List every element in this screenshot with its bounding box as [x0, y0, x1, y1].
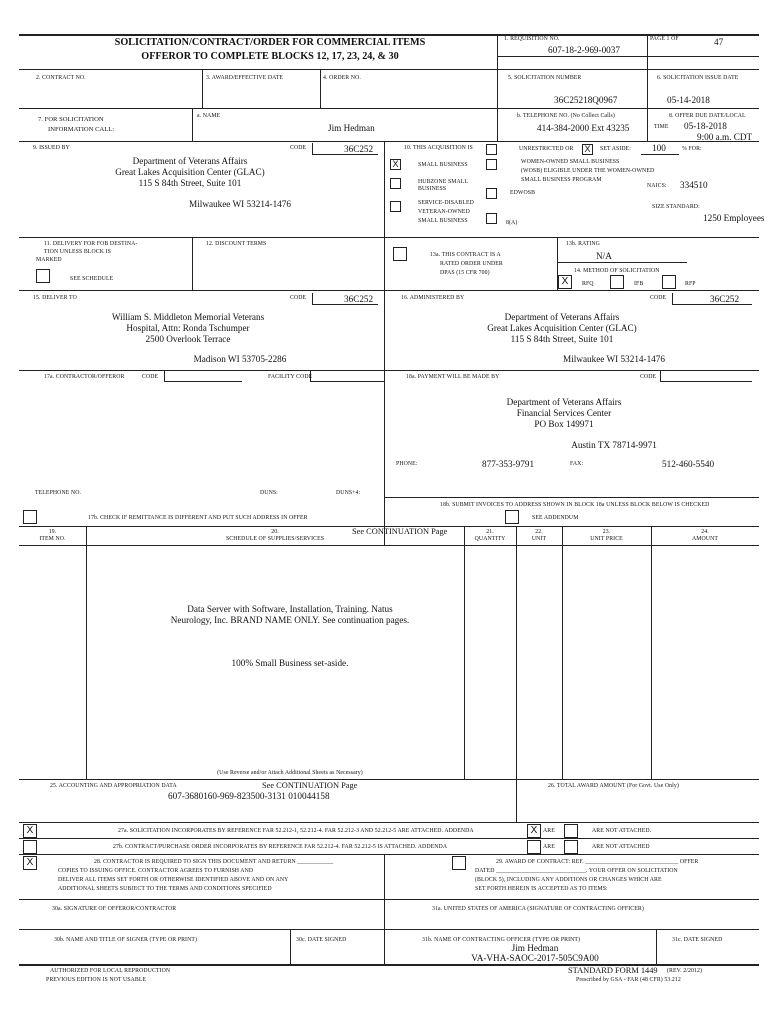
- contractor-code-field[interactable]: [164, 370, 242, 382]
- col-quantity-num: 21.: [486, 529, 494, 535]
- edwosb-label: EDWOSB: [510, 190, 536, 196]
- clause-27b: 27b. CONTRACT/PURCHASE ORDER INCORPORATES BY REFERENCE FAR 52.212-4. FAR 52.212-5 IS ATTACHED. ADDENDA: [113, 844, 448, 850]
- issued-by-line4: Milwaukee WI 53214-1476: [189, 199, 291, 209]
- deliver-to-code: 36C252: [344, 294, 374, 304]
- addenda2-are-label: ARE: [543, 844, 555, 850]
- clause-29-line2: DATED ______________________________. YOUR OFFER ON SOLICITATION: [475, 868, 678, 874]
- col-schedule-num: 20.: [271, 529, 279, 535]
- requisition-label: 1. REQUISITION NO.: [504, 36, 560, 42]
- unrestricted-checkbox[interactable]: X: [582, 144, 593, 155]
- contact-name: Jim Hedman: [328, 123, 375, 133]
- col-schedule: SCHEDULE OF SUPPLIES/SERVICES: [225, 536, 325, 542]
- officer-name: Jim Hedman: [511, 943, 559, 953]
- administered-by-label: 16. ADMINISTERED BY: [401, 295, 465, 301]
- discount-terms-label: 12. DISCOUNT TERMS: [206, 241, 267, 247]
- info-call-label-2: INFORMATION CALL:: [48, 126, 115, 133]
- ifb-label: IFB: [634, 281, 644, 287]
- rating-label: 13b. RATING: [566, 241, 600, 247]
- officer-reference: VA-VHA-SAOC-2017-505C9A00: [471, 953, 599, 963]
- rfp-label: RFP: [685, 281, 696, 287]
- footer-prescribed: Prescribed by GSA - FAR (48 CFR) 53.212: [576, 977, 681, 983]
- requisition-value: 607-18-2-969-0037: [548, 45, 620, 55]
- deliver-to-code-label: CODE: [290, 295, 307, 301]
- deliver-to-line1: William S. Middleton Memorial Veterans: [111, 312, 265, 322]
- rating-value: N/A: [596, 251, 612, 261]
- payment-line2: Financial Services Center: [516, 408, 612, 418]
- rfq-checkbox[interactable]: X: [558, 275, 572, 289]
- clause-29-line3: (BLOCK 5), INCLUDING ANY ADDITIONS OR CHANGES WHICH ARE: [475, 877, 662, 883]
- footer-revision: (REV. 2/2012): [667, 968, 703, 974]
- footer-form-number: STANDARD FORM 1449: [568, 966, 658, 975]
- contractor-label: 17a. CONTRACTOR/OFFEROR: [44, 374, 125, 380]
- delivery-label-2: TION UNLESS BLOCK IS: [44, 249, 111, 255]
- deliver-to-line4: Madison WI 53705-2286: [193, 354, 287, 364]
- sdvosb-checkbox[interactable]: [390, 201, 401, 212]
- payment-label: 18a. PAYMENT WILL BE MADE BY: [406, 374, 500, 380]
- rated-order-label: 13a. THIS CONTRACT IS A: [430, 252, 501, 258]
- col-quantity: QUANTITY: [474, 536, 506, 542]
- footer-reproduction: AUTHORIZED FOR LOCAL REPRODUCTION: [50, 968, 171, 974]
- issued-by-label: 9. ISSUED BY: [33, 145, 70, 151]
- clause-28-line3: DELIVER ALL ITEMS SET FORTH OR OTHERWISE IDENTIFIED ABOVE AND ON ANY: [58, 877, 289, 883]
- eight-a-label: 8(A): [506, 220, 518, 226]
- sdvosb-label: SERVICE-DISABLED: [418, 200, 474, 206]
- payment-line4: Austin TX 78714-9971: [571, 440, 657, 450]
- percent-for-label: % FOR:: [682, 146, 702, 152]
- administered-by-line4: Milwaukee WI 53214-1476: [563, 354, 665, 364]
- addenda-are-not-checkbox[interactable]: [564, 824, 578, 838]
- naics-value: 334510: [680, 180, 708, 190]
- payment-line1: Department of Veterans Affairs: [506, 397, 622, 407]
- addenda-are-not-label: ARE NOT ATTACHED.: [592, 828, 652, 834]
- facility-code-label: FACILITY CODE: [268, 374, 313, 380]
- signature-offeror-label: 30a. SIGNATURE OF OFFEROR/CONTRACTOR: [52, 906, 177, 912]
- rated-order-label-2: RATED ORDER UNDER: [440, 261, 503, 267]
- item-description-1: Data Server with Software, Installation, Training. Natus: [187, 604, 393, 614]
- payment-code-label: CODE: [640, 374, 657, 380]
- administered-by-code: 36C252: [710, 294, 740, 304]
- eight-a-checkbox[interactable]: [486, 213, 497, 224]
- payment-fax-label: FAX:: [570, 461, 584, 467]
- issue-date-value: 05-14-2018: [667, 95, 710, 105]
- sdvosb-label-3: SMALL BUSINESS: [418, 218, 468, 224]
- award-date-label: 3. AWARD/EFFECTIVE DATE: [206, 75, 284, 81]
- contractor-code-label: CODE: [142, 374, 159, 380]
- rated-order-label-3: DPAS (15 CFR 700): [440, 270, 490, 276]
- issued-by-line1: Department of Veterans Affairs: [132, 156, 248, 166]
- rfp-checkbox[interactable]: [662, 275, 676, 289]
- duns4-label: DUNS+4:: [336, 490, 361, 496]
- clause-29-checkbox[interactable]: [452, 856, 466, 870]
- edwosb-checkbox[interactable]: [486, 188, 497, 199]
- page-label: PAGE 1 OF: [650, 36, 679, 42]
- see-continuation-header: See CONTINUATION Page: [352, 527, 448, 536]
- addenda2-are-checkbox[interactable]: [527, 840, 541, 854]
- method-label: 14. METHOD OF SOLICITATION: [574, 268, 660, 274]
- wosb-checkbox[interactable]: [486, 159, 497, 170]
- issue-date-label: 6. SOLICITATION ISSUE DATE: [657, 75, 739, 81]
- col-amount-num: 24.: [701, 529, 709, 535]
- accounting-label: 25. ACCOUNTING AND APPROPRIATION DATA: [50, 783, 177, 789]
- addenda-are-label: ARE: [543, 828, 555, 834]
- accounting-continuation: See CONTINUATION Page: [262, 781, 358, 790]
- order-no-label: 4. ORDER NO.: [323, 75, 361, 81]
- telephone-label: b. TELEPHONE NO. (No Collect Calls): [517, 113, 615, 119]
- delivery-label: 11. DELIVERY FOR FOB DESTINA-: [44, 241, 138, 247]
- payment-code-field[interactable]: [660, 370, 752, 382]
- contract-no-label: 2. CONTRACT NO.: [36, 75, 86, 81]
- wosb-label-2: (WOSB) ELIGIBLE UNDER THE WOMEN-OWNED: [521, 168, 655, 174]
- item-description-3: 100% Small Business set-aside.: [231, 658, 349, 668]
- acquisition-label: 10. THIS ACQUISITION IS: [404, 145, 473, 151]
- remittance-checkbox[interactable]: [23, 510, 37, 524]
- wosb-label: WOMEN-OWNED SMALL BUSINESS: [521, 159, 620, 165]
- rfq-label: RFQ: [582, 281, 594, 287]
- ifb-checkbox[interactable]: [610, 275, 624, 289]
- col-unit: UNIT: [531, 536, 547, 542]
- hubzone-checkbox[interactable]: [390, 178, 401, 189]
- administered-by-line2: Great Lakes Acquisition Center (GLAC): [487, 323, 637, 333]
- col-item-no: ITEM NO.: [39, 536, 66, 542]
- see-addendum-label: SEE ADDENDUM: [532, 515, 579, 521]
- size-standard-value: 1250 Employees: [703, 213, 765, 223]
- officer-date-label: 31c. DATE SIGNED: [672, 937, 723, 943]
- col-item-no-num: 19.: [48, 529, 57, 535]
- due-time-value: 9:00 a.m. CDT: [697, 132, 753, 142]
- clause-29-line1: 29. AWARD OF CONTRACT: REF. _______________________________ OFFER: [496, 859, 699, 865]
- rated-order-checkbox[interactable]: [393, 247, 407, 261]
- col-unit-num: 22.: [535, 529, 543, 535]
- payment-phone-label: PHONE:: [396, 461, 418, 467]
- small-business-label: SMALL BUSINESS: [418, 162, 468, 168]
- form-title: SOLICITATION/CONTRACT/ORDER FOR COMMERCIAL ITEMS: [114, 37, 426, 48]
- set-aside-percent: 100: [652, 143, 666, 153]
- payment-phone-value: 877-353-9791: [482, 459, 535, 469]
- issued-by-code: 36C252: [344, 144, 374, 154]
- clause-28-checkbox[interactable]: X: [23, 856, 37, 870]
- telephone-value: 414-384-2000 Ext 43235: [537, 123, 630, 133]
- issued-by-line2: Great Lakes Acquisition Center (GLAC): [115, 167, 265, 177]
- delivery-label-3: MARKED: [36, 257, 62, 263]
- clause-27a: 27a. SOLICITATION INCORPORATES BY REFERENCE FAR 52.212-1, 52.212-4. FAR 52.212-3 AND 52.212-5 ARE ATTACHED. ADDENDA: [118, 828, 474, 834]
- wosb-label-3: SMALL BUSINESS PROGRAM: [521, 177, 602, 183]
- administered-by-line1: Department of Veterans Affairs: [504, 312, 620, 322]
- col-amount: AMOUNT: [691, 536, 719, 542]
- submit-invoices-label: 18b. SUBMIT INVOICES TO ADDRESS SHOWN IN BLOCK 18a UNLESS BLOCK BELOW IS CHECKED: [440, 502, 710, 508]
- addenda2-are-not-label: ARE NOT ATTACHED: [592, 844, 650, 850]
- small-business-checkbox[interactable]: X: [390, 159, 401, 170]
- col-unit-price: UNIT PRICE: [590, 536, 623, 542]
- acquisition-checkbox[interactable]: [486, 144, 497, 155]
- page-total: 47: [714, 37, 724, 47]
- solicitation-no-label: 5. SOLICITATION NUMBER: [508, 75, 582, 81]
- due-date-label: 8. OFFER DUE DATE/LOCAL: [669, 113, 746, 119]
- signer-name-label: 30b. NAME AND TITLE OF SIGNER (TYPE OR PRINT): [54, 937, 198, 943]
- form-subtitle: OFFEROR TO COMPLETE BLOCKS 12, 17, 23, 24, & 30: [141, 51, 399, 62]
- see-schedule-checkbox[interactable]: [36, 269, 50, 283]
- see-addendum-checkbox[interactable]: [505, 510, 519, 524]
- hubzone-label-2: BUSINESS: [418, 186, 447, 192]
- administered-by-line3: 115 S 84th Street, Suite 101: [510, 334, 614, 344]
- signature-officer-label: 31a. UNITED STATES OF AMERICA (SIGNATURE OF CONTRACTING OFFICER): [432, 906, 644, 912]
- footer-previous-edition: PREVIOUS EDITION IS NOT USABLE: [46, 977, 147, 983]
- payment-fax-value: 512-460-5540: [662, 459, 715, 469]
- see-schedule-label: SEE SCHEDULE: [70, 276, 114, 282]
- naics-label: NAICS:: [647, 183, 667, 189]
- col-unit-price-num: 23.: [602, 529, 611, 535]
- name-label: a. NAME: [197, 113, 221, 119]
- reverse-note: (Use Reverse and/or Attach Additional Sheets as Necessary): [217, 770, 363, 776]
- solicitation-no-value: 36C25218Q0967: [554, 95, 618, 105]
- size-standard-label: SIZE STANDARD:: [652, 204, 700, 210]
- time-label: TIME: [654, 124, 669, 130]
- item-description-2: Neurology, Inc. BRAND NAME ONLY. See continuation pages.: [170, 615, 410, 625]
- payment-line3: PO Box 149971: [534, 419, 594, 429]
- addenda2-are-not-checkbox[interactable]: [564, 840, 578, 854]
- administered-by-code-label: CODE: [650, 295, 667, 301]
- deliver-to-line3: 2500 Overlook Terrace: [145, 334, 231, 344]
- duns-label: DUNS:: [260, 490, 278, 496]
- clause-28-line2: COPIES TO ISSUING OFFICE. CONTRACTOR AGREES TO FURNISH AND: [58, 868, 254, 874]
- clause-29-line4: SET FORTH HEREIN IS ACCEPTED AS TO ITEMS:: [475, 886, 608, 892]
- deliver-to-label: 15. DELIVER TO: [33, 295, 77, 301]
- due-date-value: 05-18-2018: [684, 121, 727, 131]
- clause-28-line4: ADDITIONAL SHEETS SUBJECT TO THE TERMS AND CONDITIONS SPECIFIED: [58, 886, 272, 892]
- date-signed-label: 30c. DATE SIGNED: [296, 937, 347, 943]
- deliver-to-line2: Hospital, Attn: Ronda Tschumper: [126, 323, 250, 333]
- remittance-label: 17b. CHECK IF REMITTANCE IS DIFFERENT AND PUT SUCH ADDRESS IN OFFER: [88, 515, 308, 521]
- addenda-are-checkbox[interactable]: X: [527, 824, 541, 838]
- hubzone-label: HUBZONE SMALL: [418, 179, 469, 185]
- set-aside-label: SET ASIDE:: [600, 146, 632, 152]
- facility-code-field[interactable]: [310, 370, 384, 382]
- info-call-label: 7. FOR SOLICITATION: [38, 116, 104, 123]
- sdvosb-label-2: VETERAN-OWNED: [418, 209, 470, 215]
- issued-by-code-label: CODE: [290, 145, 307, 151]
- issued-by-line3: 115 S 84th Street, Suite 101: [138, 178, 242, 188]
- clause-28-line1: 28. CONTRACTOR IS REQUIRED TO SIGN THIS DOCUMENT AND RETURN ____________: [94, 859, 334, 865]
- clause-27a-checkbox[interactable]: X: [23, 824, 37, 838]
- officer-name-label: 31b. NAME OF CONTRACTING OFFICER (TYPE OR PRINT): [422, 937, 581, 943]
- unrestricted-label: UNRESTRICTED OR: [519, 146, 574, 152]
- accounting-value: 607-3680160-969-823500-3131 010044158: [168, 791, 330, 801]
- clause-27b-checkbox[interactable]: [23, 840, 37, 854]
- total-award-label: 26. TOTAL AWARD AMOUNT (For Govt. Use Only): [548, 783, 679, 789]
- telephone-no-label: TELEPHONE NO.: [35, 490, 82, 496]
